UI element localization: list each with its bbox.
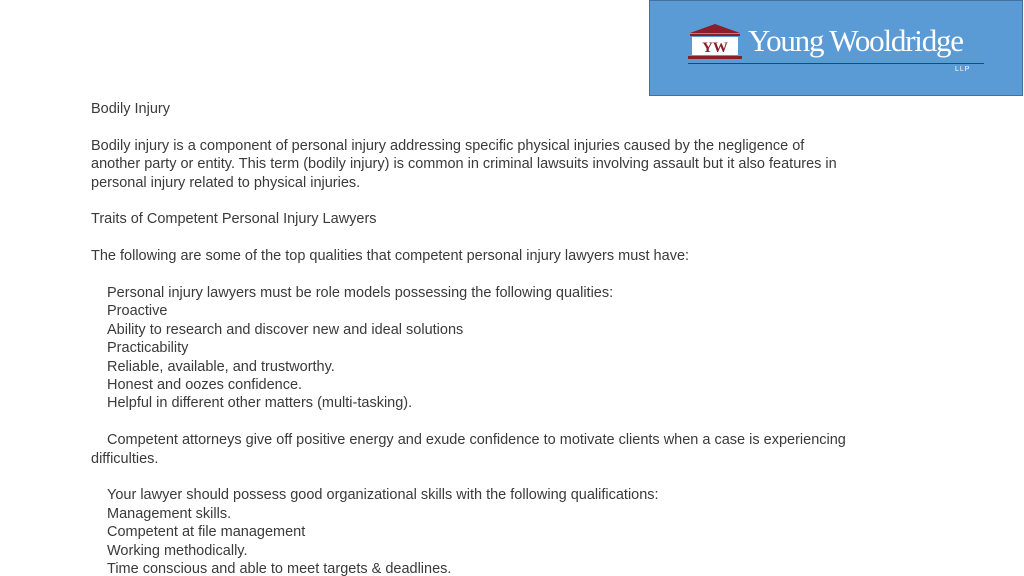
- list-item: Time conscious and able to meet targets & deadlines.: [107, 561, 452, 576]
- list-item: Honest and oozes confidence.: [107, 377, 303, 394]
- list-item: Helpful in different other matters (multi-tasking).: [107, 395, 413, 412]
- list-item: Ability to research and discover new and ideal solutions: [107, 321, 464, 338]
- list-lead: Your lawyer should possess good organizational skills with the following qualifications:: [107, 487, 659, 504]
- spacer: [91, 229, 851, 247]
- list-lead: Personal injury lawyers must be role models possessing the following qualities:: [107, 285, 614, 301]
- logo-monogram: YW: [702, 40, 728, 56]
- list-item: Proactive: [107, 303, 168, 320]
- building-icon: [688, 23, 742, 61]
- logo-suffix: LLP: [955, 66, 971, 73]
- document-body: [91, 100, 851, 576]
- section-heading: Bodily Injury: [91, 101, 170, 117]
- list-item: Practicability: [107, 340, 189, 357]
- paragraph: [91, 431, 851, 468]
- paragraph-text: Competent attorneys give off positive energy and exude confidence to motivate clients when a case is experiencing difficulties.: [91, 432, 846, 467]
- paragraph: Bodily injury is a component of personal injury addressing specific physical injuries caused by the negligence of another party or entity. This term (bodily injury) is common in criminal lawsuits involving assault but it also features in personal injury related to physical injuries.: [91, 137, 837, 191]
- list-item: Reliable, available, and trustworthy.: [107, 358, 335, 375]
- spacer: [91, 118, 851, 136]
- spacer: [91, 468, 851, 486]
- spacer: [91, 266, 851, 284]
- spacer: [91, 192, 851, 210]
- list-item: Competent at file management: [107, 524, 306, 541]
- logo-box: [649, 0, 1023, 96]
- logo-divider: [688, 63, 984, 64]
- paragraph: The following are some of the top qualities that competent personal injury lawyers must have:: [91, 248, 690, 265]
- spacer: [91, 413, 851, 431]
- list-item: Management skills.: [107, 505, 232, 522]
- section-heading: Traits of Competent Personal Injury Lawyers: [91, 211, 377, 228]
- logo-wordmark: Young Wooldridge: [748, 23, 963, 58]
- list-item: Working methodically.: [107, 542, 248, 559]
